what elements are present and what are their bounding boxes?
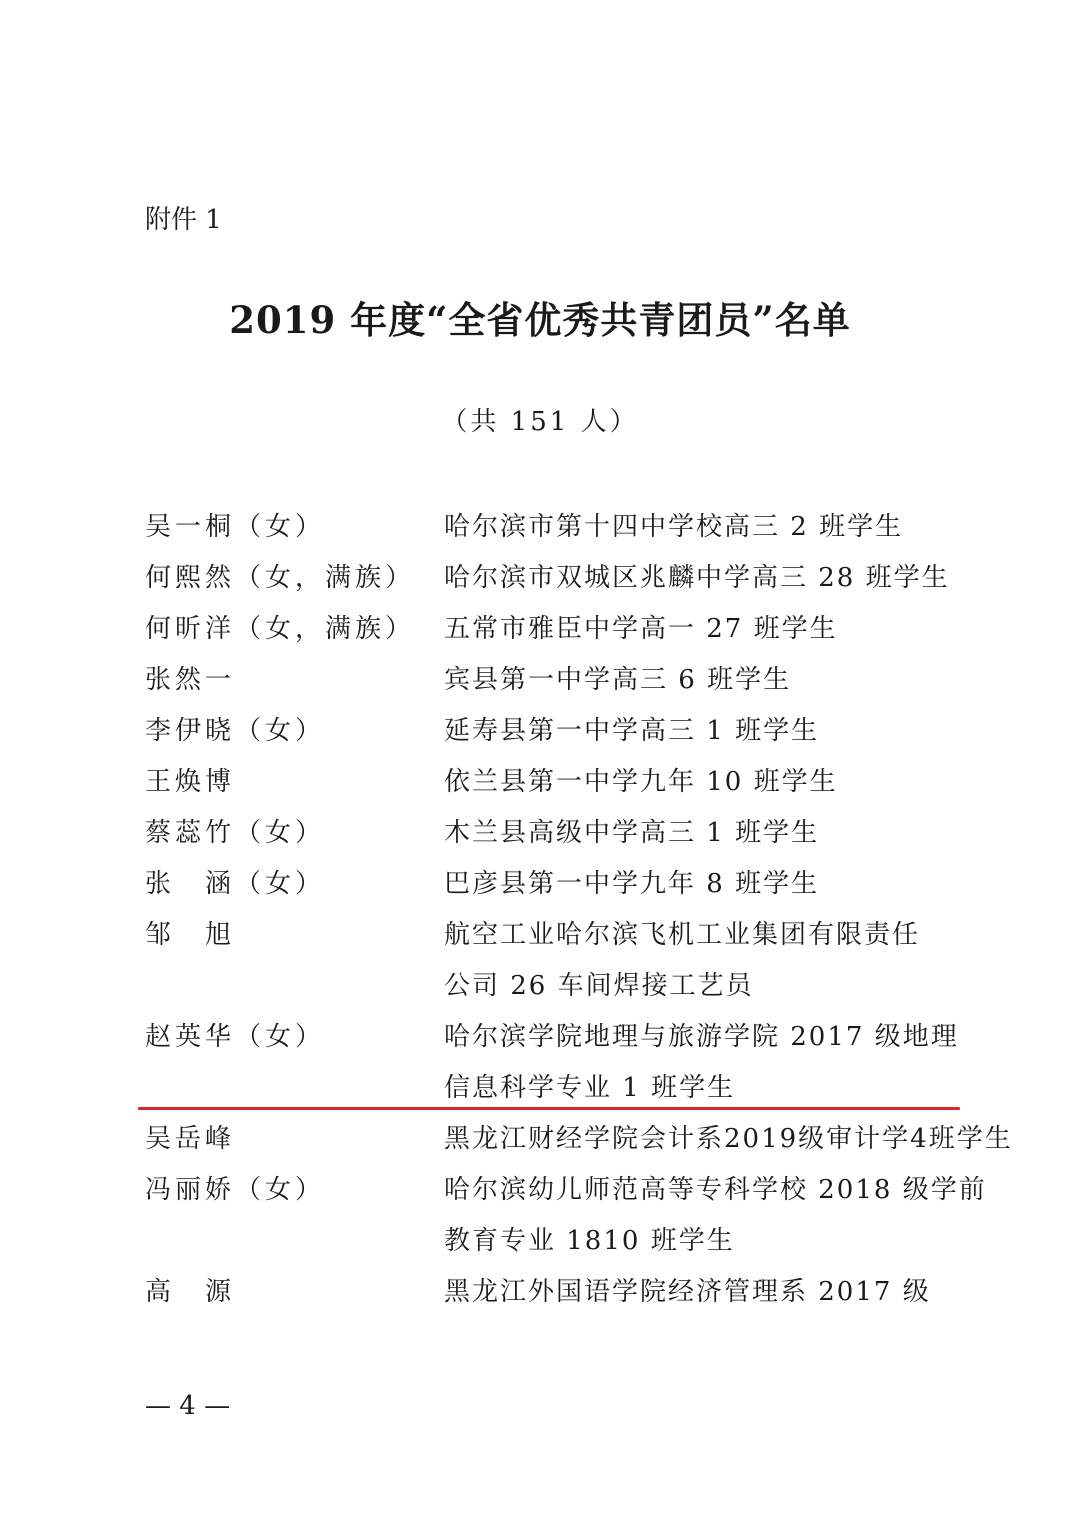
honoree-affiliation: 黑龙江财经学院会计系2019级审计学4班学生 — [444, 1124, 1013, 1154]
honoree-affiliation: 延寿县第一中学高三 1 班学生 — [444, 716, 820, 746]
list-item — [0, 808, 1080, 859]
honoree-name: 张然一 — [145, 665, 236, 695]
honoree-affiliation: 信息科学专业 1 班学生 — [444, 1073, 736, 1103]
page-number: — 4 — — [145, 1391, 231, 1421]
list-item — [0, 604, 1080, 655]
honoree-affiliation: 宾县第一中学高三 6 班学生 — [444, 665, 792, 695]
honoree-affiliation: 哈尔滨市双城区兆麟中学高三 28 班学生 — [444, 563, 950, 593]
honoree-name: 冯丽娇（女） — [145, 1175, 326, 1205]
total-count: （共 151 人） — [441, 407, 639, 437]
honoree-name: 何熙然（女，满族） — [145, 563, 416, 593]
honoree-name: 高 源 — [145, 1277, 236, 1307]
honoree-affiliation: 巴彦县第一中学九年 8 班学生 — [444, 869, 820, 899]
list-item — [0, 757, 1080, 808]
red-divider-line — [138, 1107, 960, 1110]
honoree-name: 蔡蕊竹（女） — [145, 818, 326, 848]
honoree-name: 李伊晓（女） — [145, 716, 326, 746]
honoree-affiliation: 黑龙江外国语学院经济管理系 2017 级 — [444, 1277, 931, 1307]
honoree-affiliation: 五常市雅臣中学高一 27 班学生 — [444, 614, 838, 644]
honoree-list — [0, 502, 1080, 1318]
honoree-affiliation: 木兰县高级中学高三 1 班学生 — [444, 818, 820, 848]
list-item — [0, 859, 1080, 910]
list-item — [0, 1114, 1080, 1165]
page-title: 2019 年度“全省优秀共青团员”名单 — [229, 298, 851, 342]
honoree-affiliation: 哈尔滨市第十四中学校高三 2 班学生 — [444, 512, 904, 542]
honoree-name: 吴一桐（女） — [145, 512, 326, 542]
honoree-name: 王焕博 — [145, 767, 236, 797]
honoree-name: 邹 旭 — [145, 920, 236, 950]
list-item — [0, 553, 1080, 604]
honoree-affiliation: 航空工业哈尔滨飞机工业集团有限责任 — [444, 920, 921, 950]
list-item — [0, 910, 1080, 1012]
attachment-label: 附件 1 — [145, 205, 222, 235]
honoree-affiliation: 公司 26 车间焊接工艺员 — [444, 971, 754, 1001]
honoree-name: 张 涵（女） — [145, 869, 326, 899]
list-item — [0, 1267, 1080, 1318]
honoree-name: 吴岳峰 — [145, 1124, 236, 1154]
list-item — [0, 1012, 1080, 1114]
list-item — [0, 1165, 1080, 1267]
honoree-affiliation: 哈尔滨幼儿师范高等专科学校 2018 级学前 — [444, 1175, 987, 1205]
honoree-name: 何昕洋（女，满族） — [145, 614, 416, 644]
list-item — [0, 655, 1080, 706]
honoree-affiliation: 哈尔滨学院地理与旅游学院 2017 级地理 — [444, 1022, 959, 1052]
honoree-affiliation: 教育专业 1810 班学生 — [444, 1226, 735, 1256]
list-item — [0, 706, 1080, 757]
list-item — [0, 502, 1080, 553]
honoree-name: 赵英华（女） — [145, 1022, 326, 1052]
honoree-affiliation: 依兰县第一中学九年 10 班学生 — [444, 767, 838, 797]
